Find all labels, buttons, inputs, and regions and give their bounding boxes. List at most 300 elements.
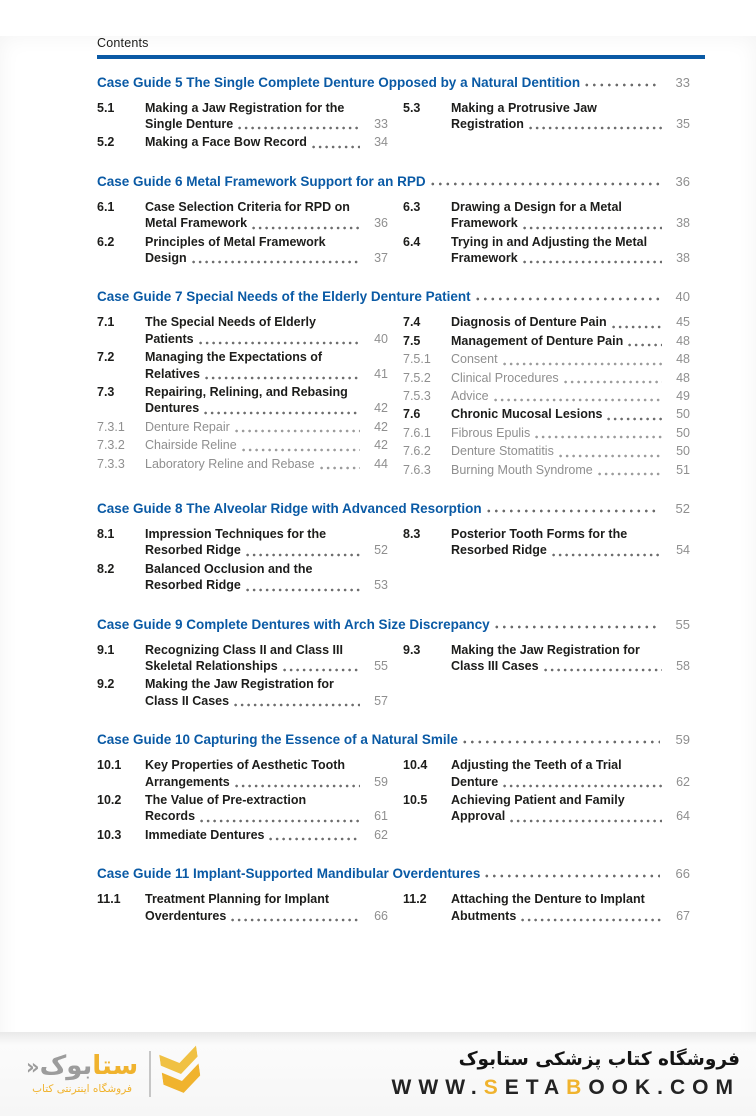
- entry-title-text: Chairside Reline: [145, 438, 237, 453]
- entry-page-number: 49: [676, 388, 690, 403]
- entry-number: 7.3.3: [97, 456, 125, 471]
- footer-right-block: [392, 1049, 740, 1100]
- publisher-logo[interactable]: [26, 1048, 200, 1100]
- toc-section: [97, 501, 690, 596]
- entry-title-text: Managing the Expectations of: [145, 350, 323, 365]
- logo-guillemet: «: [26, 1055, 40, 1079]
- toc-entry[interactable]: [403, 333, 690, 349]
- toc: [97, 75, 690, 927]
- toc-entry[interactable]: [97, 526, 388, 559]
- section-title: Case Guide 5 The Single Complete Denture Opposed by a Natural Dentition: [97, 74, 581, 90]
- entry-page-number: 38: [676, 250, 690, 265]
- toc-entry[interactable]: [403, 314, 690, 330]
- entry-number: 10.1: [97, 758, 122, 773]
- toc-section: [97, 75, 690, 153]
- entry-body: [145, 349, 388, 382]
- section-page-number: 40: [675, 289, 690, 305]
- entry-page-number: 48: [676, 333, 690, 348]
- entry-page-number: 50: [676, 425, 690, 440]
- entry-line: [145, 134, 388, 150]
- entry-number: 7.3.2: [97, 438, 125, 453]
- toc-column-right: [403, 100, 690, 153]
- entry-body: [451, 314, 690, 330]
- leader-dots: [252, 226, 360, 230]
- entry-title-text: Denture: [451, 774, 499, 789]
- entry-line: [145, 757, 388, 773]
- entry-line: [451, 116, 690, 132]
- leader-dots: [192, 260, 360, 264]
- logo-text-block: [26, 1053, 138, 1095]
- section-title: Case Guide 8 The Alveolar Ridge with Advanced Resorption: [97, 501, 482, 516]
- section-heading[interactable]: [97, 174, 690, 189]
- leader-dots: [234, 703, 360, 707]
- entry-page-number: 52: [374, 543, 388, 558]
- leader-dots: [283, 668, 360, 672]
- entry-page-number: 36: [374, 216, 388, 231]
- entry-number: 5.3: [403, 100, 421, 115]
- entry-page-number: 41: [374, 366, 388, 381]
- entry-page-number: 55: [374, 659, 388, 674]
- section-title: Case Guide 9 Complete Dentures with Arch Size Discrepancy: [97, 616, 490, 632]
- website-url[interactable]: [392, 1076, 740, 1100]
- section-title: Case Guide 11 Implant-Supported Mandibular Overdentures: [97, 866, 481, 882]
- leader-dots: [200, 819, 360, 823]
- entry-line: [145, 234, 388, 250]
- entry-line: [451, 406, 690, 422]
- section-heading[interactable]: [97, 732, 690, 747]
- toc-entry[interactable]: [403, 100, 690, 133]
- url-segment: WWW.: [391, 1075, 484, 1099]
- entry-line: [145, 693, 388, 709]
- logo-wordmark-gray: بوک: [39, 1051, 93, 1081]
- entry-title-text: Making the Jaw Registration for: [451, 642, 640, 657]
- footer-watermark: [0, 1032, 756, 1116]
- entry-body: [451, 757, 690, 790]
- entry-line: [451, 314, 690, 330]
- toc-entry[interactable]: [97, 349, 388, 382]
- section-heading[interactable]: [97, 617, 690, 632]
- entry-body: [451, 234, 690, 267]
- section-title: Case Guide 7 Special Needs of the Elderly Denture Patient: [97, 289, 471, 305]
- entry-page-number: 45: [676, 315, 690, 330]
- entry-page-number: 62: [374, 827, 388, 842]
- entry-body: [451, 406, 690, 422]
- leader-dots: [598, 472, 662, 476]
- toc-column-left: [97, 199, 388, 269]
- entry-number: 6.4: [403, 234, 421, 249]
- entry-body: [451, 891, 690, 924]
- leader-dots: [529, 126, 662, 130]
- entry-page-number: 50: [676, 444, 690, 459]
- entry-title-text: Class III Cases: [451, 659, 539, 674]
- entry-number: 6.2: [97, 234, 115, 249]
- entry-title-text: Balanced Occlusion and the: [145, 561, 313, 576]
- leader-dots: [523, 226, 662, 230]
- leader-dots: [495, 625, 660, 629]
- toc-column-right: [403, 526, 690, 596]
- entry-number: 8.3: [403, 527, 421, 541]
- entry-page-number: 48: [676, 370, 690, 385]
- toc-entry[interactable]: [97, 437, 388, 453]
- entry-body: [145, 314, 388, 347]
- contents-label: Contents: [97, 36, 149, 50]
- entry-line: [145, 419, 388, 435]
- entry-line: [145, 792, 388, 808]
- leader-dots: [463, 740, 660, 744]
- toc-entry[interactable]: [97, 419, 388, 435]
- entry-title-text: Clinical Procedures: [451, 370, 559, 385]
- entry-line: [451, 757, 690, 773]
- toc-column-right: [403, 891, 690, 926]
- entry-body: [451, 443, 690, 459]
- entry-line: [451, 526, 690, 542]
- entry-number: 8.1: [97, 527, 115, 541]
- entry-page-number: 34: [374, 135, 388, 150]
- toc-columns: [97, 642, 690, 712]
- toc-entry[interactable]: [97, 891, 388, 924]
- section-heading[interactable]: [97, 75, 690, 90]
- entry-body: [145, 234, 388, 267]
- entry-title-text: Framework: [451, 216, 518, 231]
- section-page-number: 33: [675, 74, 690, 90]
- entry-title-text: Denture Repair: [145, 419, 230, 434]
- section-heading[interactable]: [97, 501, 690, 516]
- entry-body: [145, 199, 388, 232]
- toc-entry[interactable]: [97, 792, 388, 825]
- toc-section: [97, 174, 690, 269]
- toc-entry[interactable]: [403, 443, 690, 459]
- url-segment: OOK.COM: [588, 1075, 740, 1099]
- entry-page-number: 48: [676, 352, 690, 367]
- toc-entry[interactable]: [403, 388, 690, 404]
- entry-line: [451, 351, 690, 367]
- toc-column-left: [97, 757, 388, 845]
- entry-title-text: Resorbed Ridge: [145, 578, 241, 593]
- entry-body: [145, 526, 388, 559]
- entry-line: [145, 366, 388, 382]
- toc-entry[interactable]: [97, 757, 388, 790]
- entry-number: 7.2: [97, 350, 115, 365]
- entry-line: [145, 400, 388, 416]
- entry-title-text: The Value of Pre-extraction: [145, 793, 307, 808]
- entry-line: [145, 577, 388, 593]
- leader-dots: [205, 376, 360, 380]
- leader-dots: [535, 435, 662, 439]
- entry-title-text: Posterior Tooth Forms for the: [451, 527, 628, 541]
- entry-title-text: Trying in and Adjusting the Metal: [451, 234, 648, 249]
- entry-title-text: Arrangements: [145, 774, 230, 789]
- entry-title-text: Relatives: [145, 366, 200, 381]
- entry-body: [145, 134, 388, 150]
- page-header: [97, 36, 705, 59]
- entry-title-text: Immediate Dentures: [145, 827, 265, 842]
- entry-line: [145, 561, 388, 577]
- toc-column-left: [97, 314, 388, 480]
- entry-line: [451, 370, 690, 386]
- entry-body: [451, 425, 690, 441]
- entry-line: [145, 542, 388, 558]
- entry-number: 5.1: [97, 100, 115, 115]
- entry-line: [145, 676, 388, 692]
- toc-column-left: [97, 891, 388, 926]
- toc-entry[interactable]: [97, 234, 388, 267]
- entry-body: [451, 199, 690, 232]
- entry-body: [145, 757, 388, 790]
- entry-title-text: Impression Techniques for the: [145, 527, 327, 541]
- entry-number: 11.2: [403, 892, 427, 907]
- leader-dots: [431, 182, 660, 186]
- entry-title-text: Repairing, Relining, and Rebasing: [145, 384, 348, 399]
- toc-entry[interactable]: [403, 526, 690, 559]
- entry-line: [451, 658, 690, 674]
- leader-dots: [238, 126, 360, 130]
- entry-page-number: 53: [374, 578, 388, 593]
- url-segment: S: [483, 1075, 505, 1099]
- toc-entry[interactable]: [403, 351, 690, 367]
- leader-dots: [312, 145, 360, 149]
- toc-column-right: [403, 757, 690, 845]
- entry-title-text: Resorbed Ridge: [451, 543, 547, 558]
- entry-title-text: Making a Face Bow Record: [145, 135, 307, 150]
- entry-body: [451, 462, 690, 478]
- toc-entry[interactable]: [403, 462, 690, 478]
- entry-line: [145, 642, 388, 658]
- entry-title-text: Laboratory Reline and Rebase: [145, 456, 315, 471]
- entry-line: [451, 199, 690, 215]
- entry-number: 7.3: [97, 384, 115, 399]
- section-heading[interactable]: [97, 289, 690, 304]
- entry-page-number: 42: [374, 401, 388, 416]
- entry-number: 7.3.1: [97, 419, 125, 434]
- toc-entry[interactable]: [403, 199, 690, 232]
- entry-title-text: Denture Stomatitis: [451, 444, 554, 459]
- entry-body: [145, 827, 388, 843]
- leader-dots: [485, 874, 660, 878]
- entry-line: [451, 388, 690, 404]
- toc-entry[interactable]: [403, 792, 690, 825]
- entry-page-number: 61: [374, 809, 388, 824]
- toc-entry[interactable]: [97, 642, 388, 675]
- entry-title-text: Dentures: [145, 401, 200, 416]
- section-title: Case Guide 6 Metal Framework Support for an RPD: [97, 173, 426, 189]
- leader-dots: [503, 362, 662, 366]
- entry-title-text: Making the Jaw Registration for: [145, 677, 334, 692]
- toc-entry[interactable]: [97, 456, 388, 472]
- entry-body: [145, 642, 388, 675]
- entry-number: 10.2: [97, 793, 122, 808]
- entry-title-text: Recognizing Class II and Class III: [145, 642, 343, 657]
- entry-page-number: 42: [374, 419, 388, 434]
- entry-title-text: Drawing a Design for a Metal: [451, 199, 622, 214]
- leader-dots: [494, 398, 662, 402]
- toc-entry[interactable]: [403, 370, 690, 386]
- entry-body: [145, 676, 388, 709]
- toc-section: [97, 732, 690, 845]
- entry-number: 11.1: [97, 892, 121, 907]
- leader-dots: [521, 918, 662, 922]
- url-segment: ETA: [504, 1075, 567, 1099]
- publisher-name-fa: فروشگاه کتاب پزشکی ستابوک: [458, 1048, 740, 1070]
- entry-body: [145, 100, 388, 133]
- entry-line: [145, 349, 388, 365]
- section-page-number: 66: [675, 866, 690, 882]
- leader-dots: [628, 343, 662, 347]
- entry-line: [451, 462, 690, 478]
- entry-page-number: 50: [676, 407, 690, 422]
- entry-line: [145, 774, 388, 790]
- entry-line: [145, 100, 388, 116]
- leader-dots: [612, 325, 662, 329]
- entry-body: [451, 351, 690, 367]
- logo-wordmark-yellow: ستا: [92, 1051, 139, 1081]
- leader-dots: [242, 448, 360, 452]
- entry-number: 5.2: [97, 135, 115, 150]
- entry-page-number: 35: [676, 116, 690, 131]
- entry-page-number: 51: [676, 462, 690, 477]
- entry-number: 6.1: [97, 199, 115, 214]
- entry-line: [451, 234, 690, 250]
- entry-body: [145, 419, 388, 435]
- entry-number: 10.5: [403, 793, 428, 808]
- entry-line: [145, 116, 388, 132]
- entry-line: [451, 891, 690, 907]
- toc-columns: [97, 757, 690, 845]
- toc-entry[interactable]: [97, 314, 388, 347]
- toc-entry[interactable]: [403, 757, 690, 790]
- toc-columns: [97, 526, 690, 596]
- entry-page-number: 42: [374, 438, 388, 453]
- toc-column-right: [403, 199, 690, 269]
- leader-dots: [559, 454, 662, 458]
- entry-line: [451, 443, 690, 459]
- entry-page-number: 37: [374, 250, 388, 265]
- entry-body: [451, 388, 690, 404]
- entry-number: 9.1: [97, 642, 115, 657]
- entry-title-text: Burning Mouth Syndrome: [451, 462, 593, 477]
- entry-line: [145, 331, 388, 347]
- leader-dots: [199, 341, 360, 345]
- leader-dots: [476, 297, 660, 301]
- leader-dots: [523, 260, 662, 264]
- toc-entry[interactable]: [97, 384, 388, 417]
- entry-title-text: Treatment Planning for Implant: [145, 892, 330, 907]
- leader-dots: [510, 819, 662, 823]
- url-segment: B: [566, 1075, 589, 1099]
- logo-divider: [149, 1051, 151, 1097]
- entry-title-text: Approval: [451, 809, 506, 824]
- entry-number: 7.6.3: [403, 462, 431, 477]
- toc-section: [97, 289, 690, 480]
- entry-title-text: Patients: [145, 331, 194, 346]
- entry-page-number: 62: [676, 774, 690, 789]
- entry-page-number: 44: [374, 456, 388, 471]
- toc-entry[interactable]: [97, 100, 388, 133]
- section-page-number: 36: [675, 173, 690, 189]
- entry-number: 7.5.3: [403, 388, 431, 403]
- entry-page-number: 54: [676, 543, 690, 558]
- entry-body: [451, 100, 690, 133]
- entry-page-number: 57: [374, 693, 388, 708]
- entry-title-text: Skeletal Relationships: [145, 659, 278, 674]
- logo-subtitle: فروشگاه اینترنتی کتاب: [32, 1083, 133, 1095]
- entry-number: 7.1: [97, 315, 115, 330]
- entry-line: [451, 808, 690, 824]
- toc-entry[interactable]: [97, 561, 388, 594]
- toc-entry[interactable]: [97, 676, 388, 709]
- entry-number: 7.5.1: [403, 352, 431, 367]
- toc-section: [97, 617, 690, 712]
- section-page-number: 55: [675, 616, 690, 632]
- entry-number: 7.5.2: [403, 370, 431, 385]
- leader-dots: [544, 668, 662, 672]
- toc-column-right: [403, 642, 690, 712]
- toc-column-right: [403, 314, 690, 480]
- entry-number: 7.6.2: [403, 444, 431, 459]
- entry-line: [145, 456, 388, 472]
- entry-title-text: Abutments: [451, 908, 517, 923]
- leader-dots: [552, 553, 662, 557]
- entry-number: 7.5: [403, 333, 421, 348]
- entry-line: [145, 658, 388, 674]
- toc-column-left: [97, 642, 388, 712]
- leader-dots: [269, 837, 360, 841]
- entry-title-text: Framework: [451, 250, 518, 265]
- entry-title-text: Advice: [451, 388, 489, 403]
- leader-dots: [320, 466, 360, 470]
- entry-body: [145, 384, 388, 417]
- entry-page-number: 59: [374, 774, 388, 789]
- entry-line: [451, 642, 690, 658]
- entry-number: 10.4: [403, 758, 428, 773]
- entry-title-text: Making a Protrusive Jaw: [451, 100, 597, 115]
- toc-entry[interactable]: [403, 891, 690, 924]
- entry-title-text: Consent: [451, 352, 498, 367]
- entry-line: [451, 542, 690, 558]
- toc-entry[interactable]: [403, 425, 690, 441]
- entry-title-text: Diagnosis of Denture Pain: [451, 315, 607, 330]
- entry-line: [145, 250, 388, 266]
- entry-line: [451, 333, 690, 349]
- leader-dots: [564, 380, 662, 384]
- entry-number: 7.4: [403, 315, 421, 330]
- entry-title-text: Achieving Patient and Family: [451, 793, 625, 808]
- leader-dots: [585, 83, 660, 87]
- entry-line: [145, 314, 388, 330]
- entry-page-number: 33: [374, 116, 388, 131]
- toc-entry[interactable]: [97, 134, 388, 150]
- header-rule: [97, 55, 705, 59]
- entry-title-text: Design: [145, 250, 187, 265]
- entry-body: [145, 456, 388, 472]
- entry-number: 10.3: [97, 827, 122, 842]
- entry-page-number: 40: [374, 331, 388, 346]
- entry-line: [145, 827, 388, 843]
- toc-entry[interactable]: [97, 199, 388, 232]
- entry-title-text: Management of Denture Pain: [451, 333, 624, 348]
- entry-line: [145, 891, 388, 907]
- toc-entry[interactable]: [403, 642, 690, 675]
- toc-entry[interactable]: [97, 827, 388, 843]
- section-heading[interactable]: [97, 866, 690, 881]
- section-page-number: 52: [675, 501, 690, 516]
- entry-title-text: Attaching the Denture to Implant: [451, 892, 645, 907]
- setabook-chevron-icon: [159, 1044, 203, 1105]
- toc-entry[interactable]: [403, 406, 690, 422]
- entry-line: [145, 199, 388, 215]
- section-page-number: 59: [675, 732, 690, 748]
- entry-body: [451, 526, 690, 559]
- toc-entry[interactable]: [403, 234, 690, 267]
